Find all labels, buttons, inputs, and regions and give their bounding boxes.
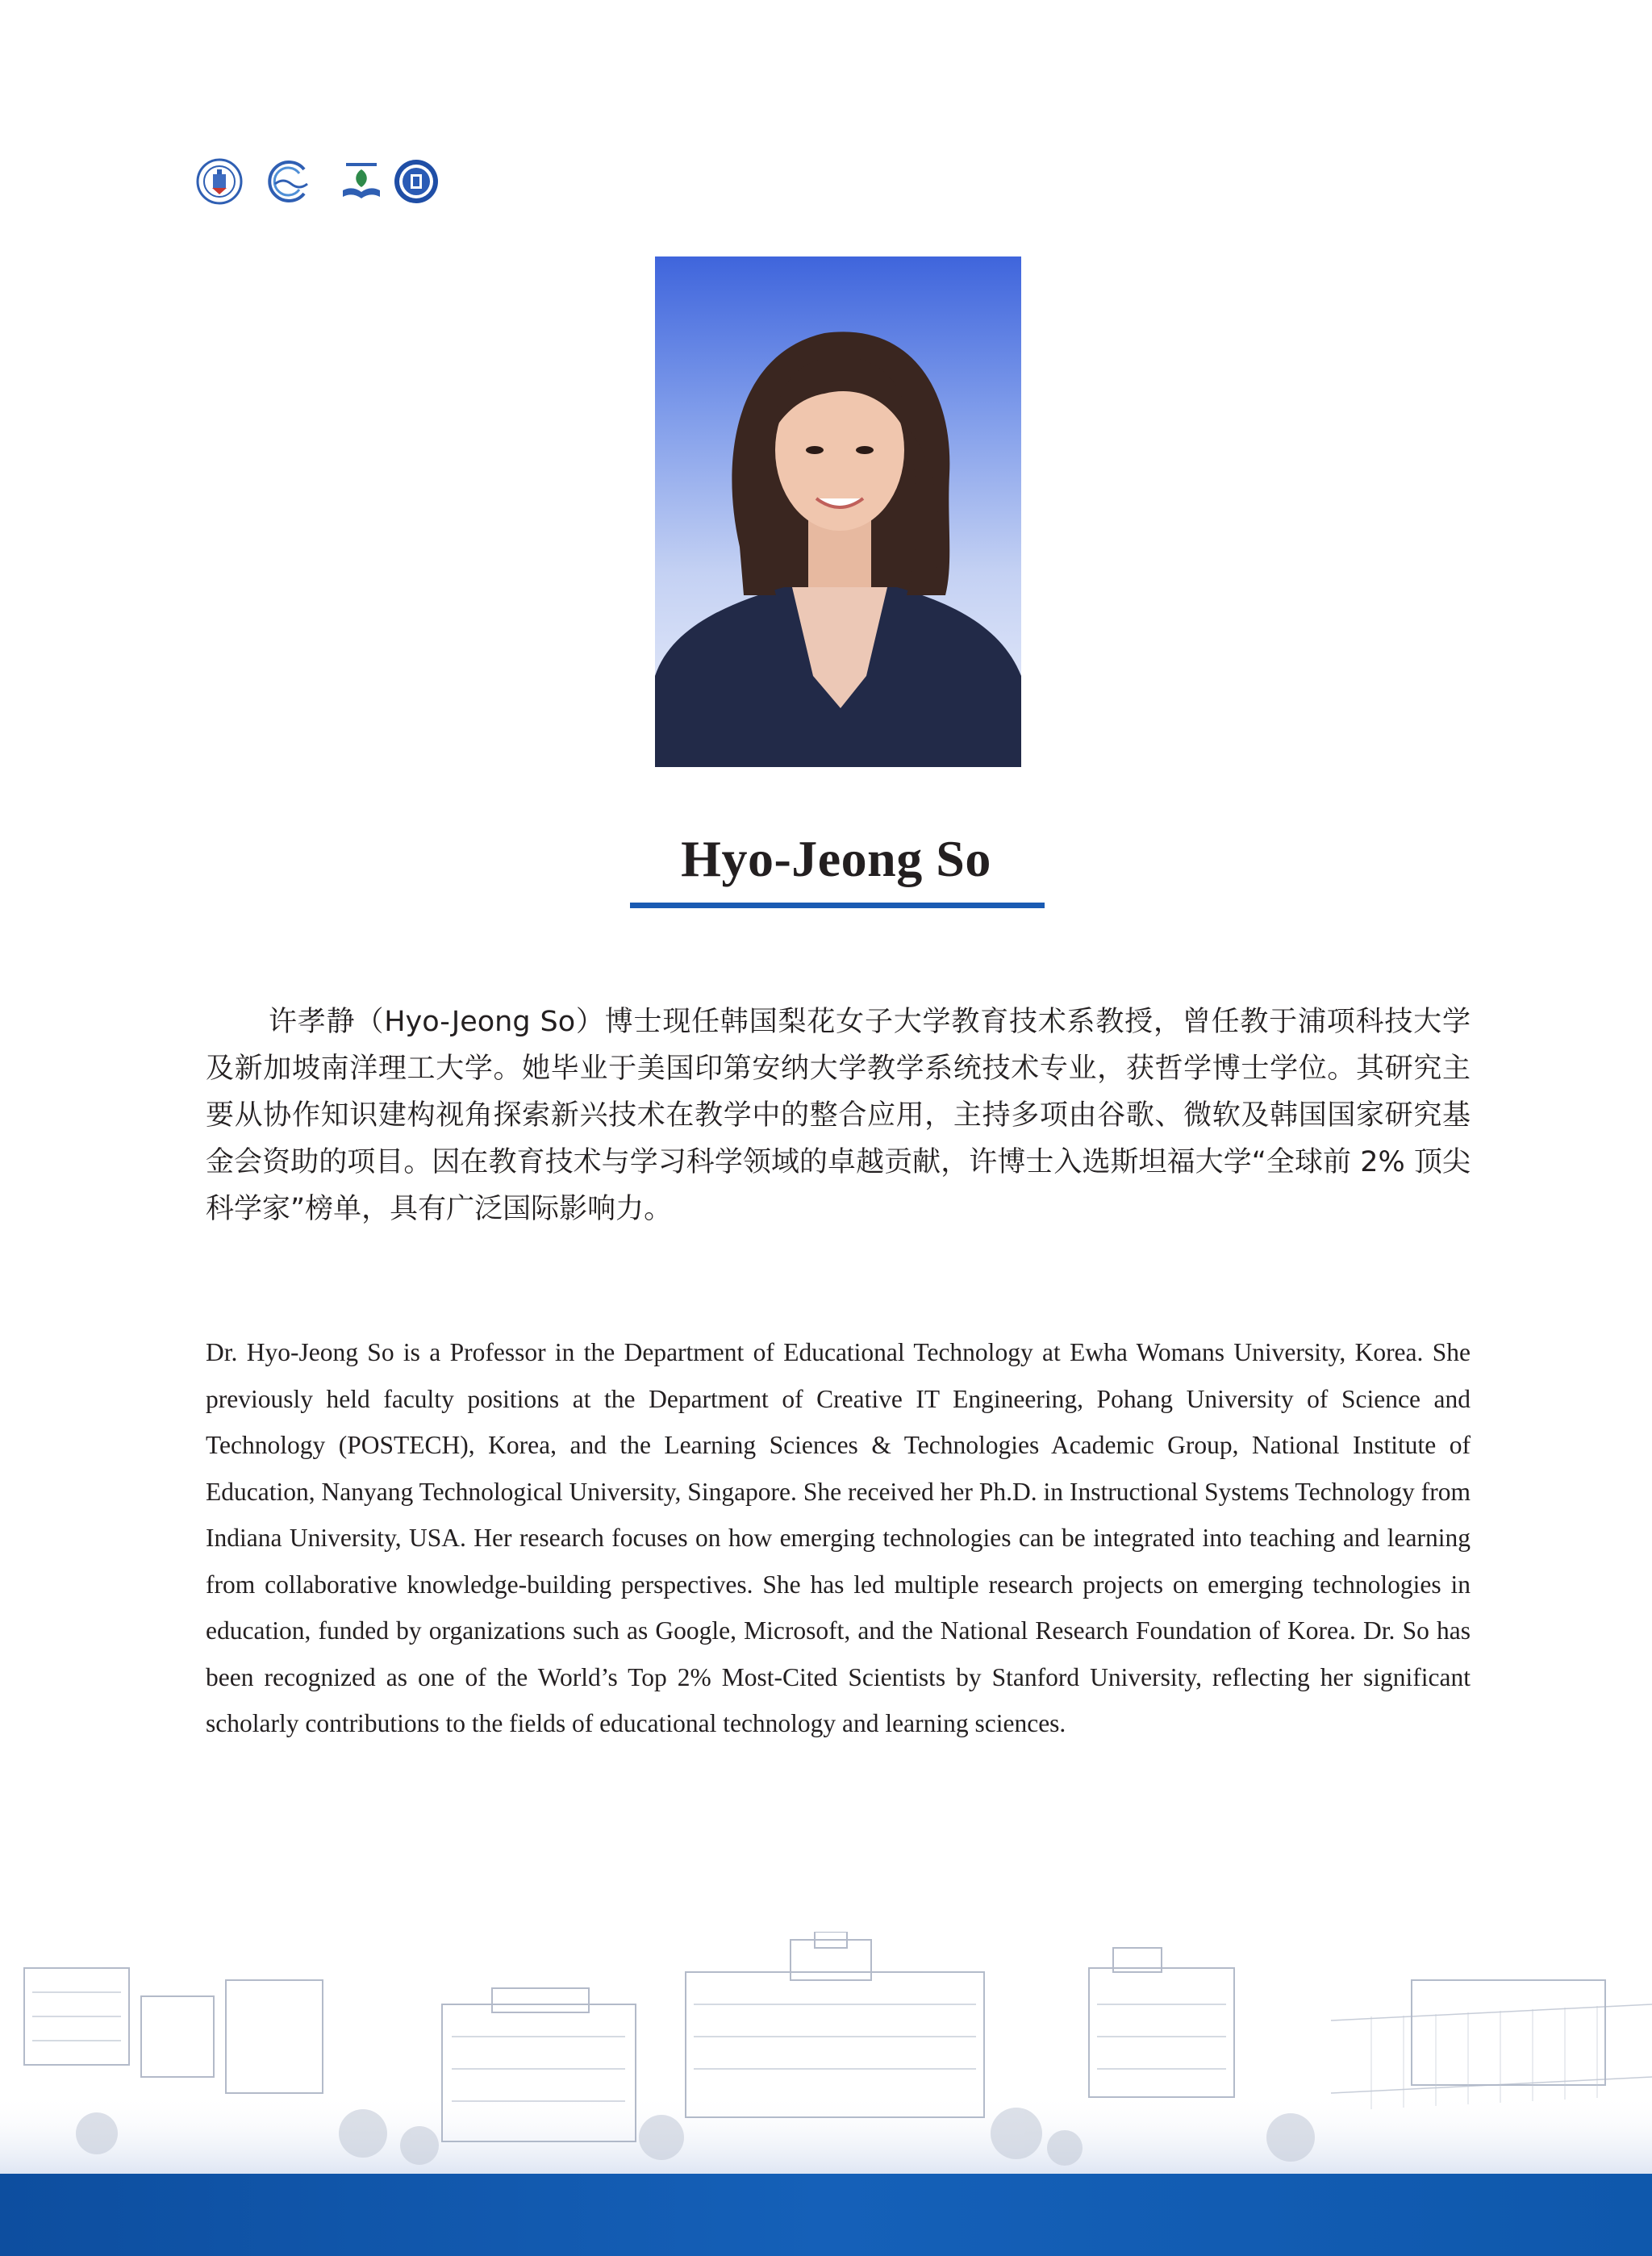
name-underline <box>630 903 1045 908</box>
profile-name: Hyo-Jeong So <box>681 830 991 887</box>
campus-skyline-illustration <box>0 1932 1652 2174</box>
footer-band <box>0 2174 1652 2256</box>
wave-emblem-icon <box>264 158 311 205</box>
bio-chinese: 许孝静（Hyo-Jeong So）博士现任韩国梨花女子大学教育技术系教授，曾任教于浦项科技大学及新加坡南洋理工大学。她毕业于美国印第安纳大学教学系统技术专业，获哲学博士学位。其研究主要从协作知识建构视角探索新兴技术在教学中的整合应用，主持多项由谷歌、微软及韩国国家研究基金会资助的项目。因在教育技术与学习科学领域的卓越贡献，许博士入选斯坦福大学“全球前 2% 顶尖科学家”榜单，具有广泛国际影响力。 <box>206 1006 1471 1225</box>
round-seal-icon <box>393 158 440 205</box>
portrait-photo <box>655 256 1021 767</box>
book-leaf-emblem-icon <box>338 158 385 205</box>
bio-english: Dr. Hyo-Jeong So is a Professor in the Department of Educational Technology at Ewha Womans University, Korea. She previously held faculty positions at the Department of Creative IT Engineering, Pohang University of Science and Technology (POSTECH), Korea, and the Learning Sciences & Technologies Academic Group, National Institute of Education, Nanyang Technological University, Singapore. She received her Ph.D. in Instructional Systems Technology from Indiana University, USA. Her research focuses on how emerging technologies can be integrated into teaching and learning from collaborative knowledge-building perspectives. She has led multiple research projects on emerging technologies in education, funded by organizations such as Google, Microsoft, and the National Research Foundation of Korea. Dr. So has been recognized as one of the World’s Top 2% Most-Cited Scientists by Stanford University, reflecting her significant scholarly contributions to the fields of educational technology and learning sciences. <box>206 1338 1471 1737</box>
university-seal-icon <box>196 158 243 205</box>
